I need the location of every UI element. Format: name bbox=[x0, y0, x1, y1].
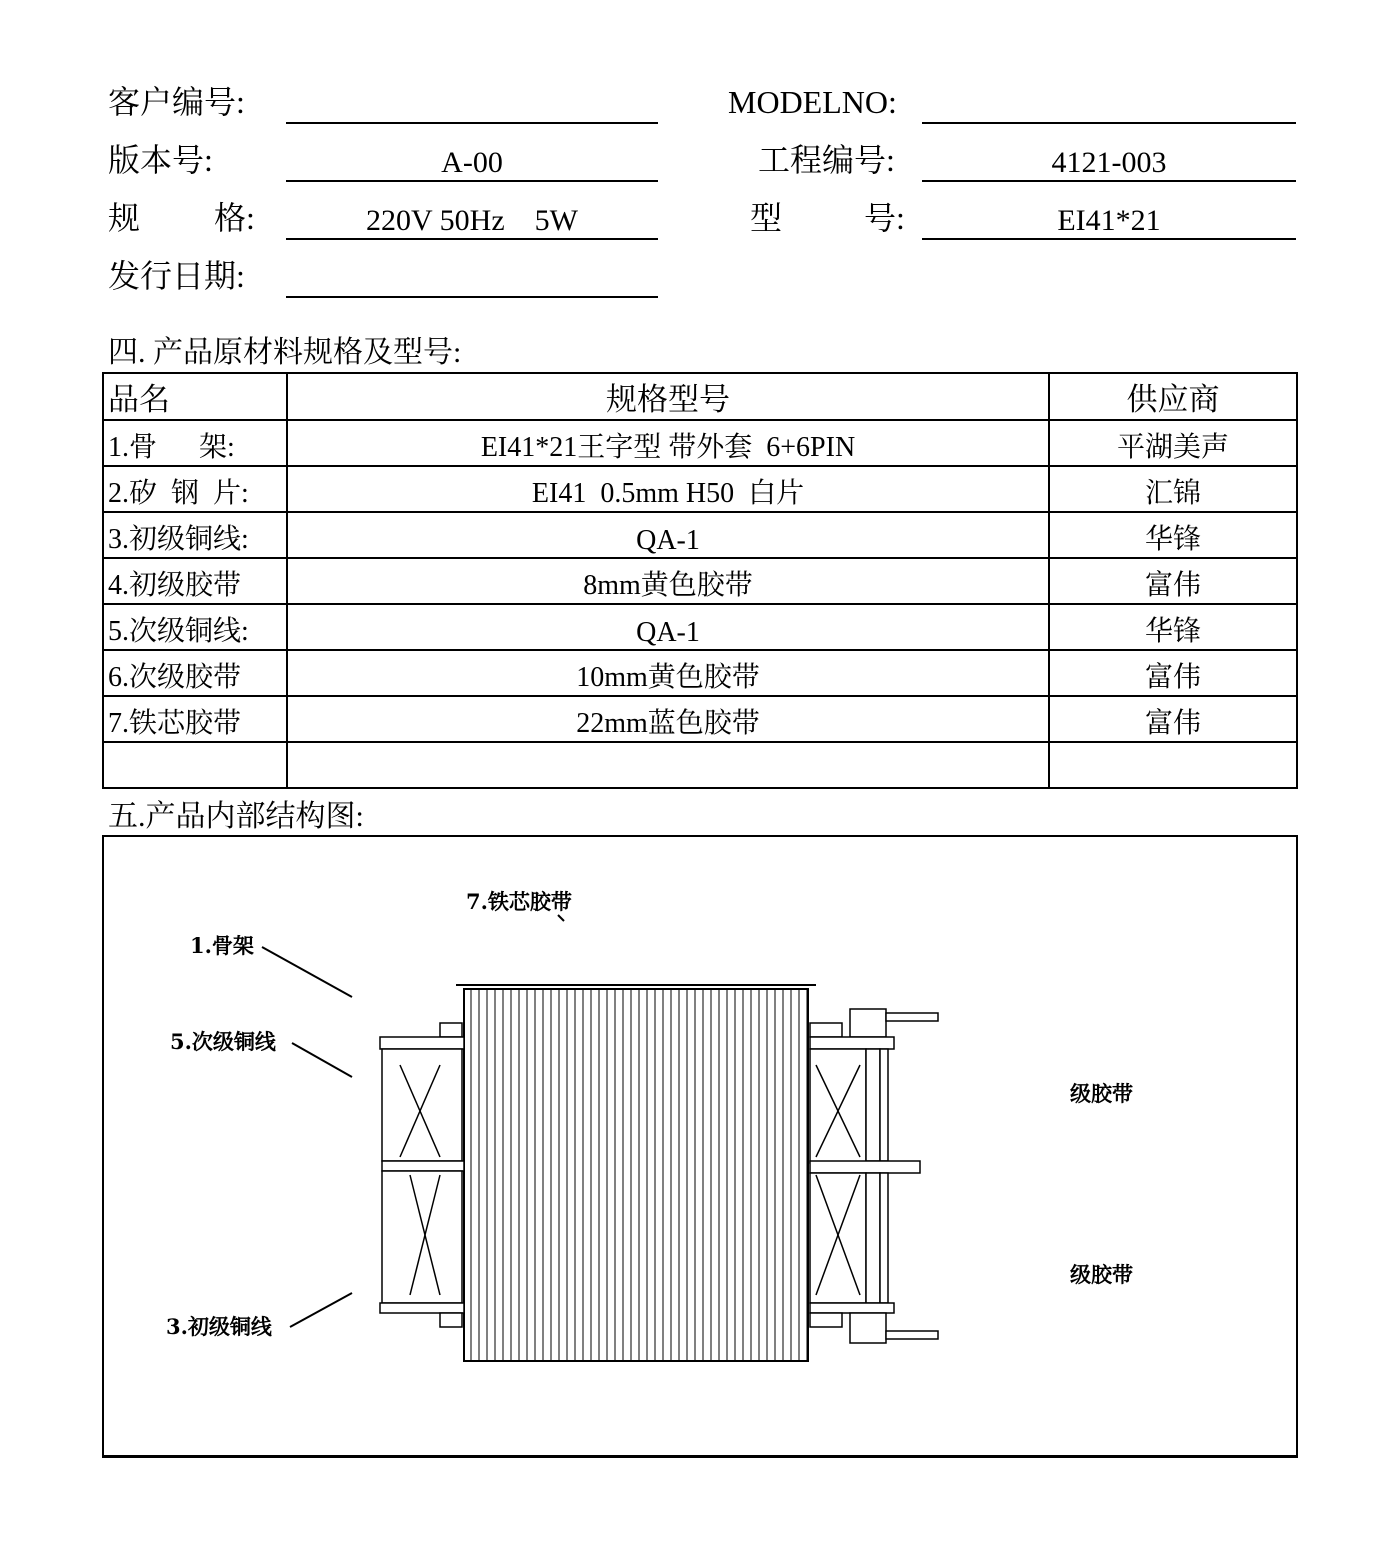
version-value: A-00 bbox=[441, 146, 503, 179]
row-spec: QA-1 bbox=[287, 512, 1049, 558]
model-no-line bbox=[922, 122, 1296, 124]
section4-title: 四. 产品原材料规格及型号: bbox=[108, 336, 462, 369]
row-name: 3.初级铜线: bbox=[103, 512, 287, 558]
customer-no-line bbox=[286, 122, 658, 124]
table-row-empty bbox=[103, 742, 1297, 788]
row-spec: QA-1 bbox=[287, 604, 1049, 650]
version-label: 版本号: bbox=[108, 142, 213, 178]
issue-date-label: 发行日期: bbox=[108, 258, 245, 294]
spec-line bbox=[286, 238, 658, 240]
row-supplier: 汇锦 bbox=[1049, 466, 1297, 512]
row-spec: EI41*21王字型 带外套 6+6PIN bbox=[287, 420, 1049, 466]
section5-title: 五.产品内部结构图: bbox=[108, 800, 364, 833]
label-core-tape: 7.铁芯胶带 bbox=[466, 889, 572, 914]
row-name: 6.次级胶带 bbox=[103, 650, 287, 696]
type-label-b: 号: bbox=[864, 200, 905, 236]
label-tape-right-1: 级胶带 bbox=[1070, 1081, 1133, 1106]
core-laminations bbox=[464, 989, 808, 1361]
left-bobbin bbox=[380, 1023, 464, 1327]
row-name: 4.初级胶带 bbox=[103, 558, 287, 604]
spec-label-b: 格: bbox=[214, 200, 255, 236]
table-row bbox=[103, 420, 1297, 466]
label-primary-wire: 3.初级铜线 bbox=[166, 1314, 272, 1339]
leader-line-secondary bbox=[292, 1043, 352, 1077]
row-supplier: 华锋 bbox=[1049, 512, 1297, 558]
customer-no-label: 客户编号: bbox=[108, 84, 245, 120]
table-row bbox=[103, 604, 1297, 650]
label-bobbin: 1.骨架 bbox=[190, 933, 254, 958]
row-supplier: 华锋 bbox=[1049, 604, 1297, 650]
col-header-spec: 规格型号 bbox=[287, 373, 1049, 420]
table-row bbox=[103, 512, 1297, 558]
version-line bbox=[286, 180, 658, 182]
row-spec: EI41 0.5mm H50 白片 bbox=[287, 466, 1049, 512]
project-no-line bbox=[922, 180, 1296, 182]
row-name: 5.次级铜线: bbox=[103, 604, 287, 650]
table-row bbox=[103, 466, 1297, 512]
row-spec: 10mm黄色胶带 bbox=[287, 650, 1049, 696]
col-header-name: 品名 bbox=[103, 373, 287, 420]
leader-line-bobbin bbox=[262, 947, 352, 997]
type-label-a: 型 bbox=[750, 200, 783, 236]
label-tape-right-2: 级胶带 bbox=[1070, 1262, 1133, 1287]
table-row bbox=[103, 558, 1297, 604]
project-no-value: 4121-003 bbox=[1051, 146, 1167, 179]
row-spec: 8mm黄色胶带 bbox=[287, 558, 1049, 604]
table-header-row bbox=[103, 373, 1297, 420]
spec-value: 220V 50Hz 5W bbox=[366, 204, 578, 237]
type-value: EI41*21 bbox=[1057, 204, 1161, 237]
row-supplier: 富伟 bbox=[1049, 696, 1297, 742]
transformer-structure-diagram bbox=[104, 837, 1296, 1455]
table-row bbox=[103, 650, 1297, 696]
row-name bbox=[103, 742, 287, 788]
row-spec bbox=[287, 742, 1049, 788]
table-row bbox=[103, 696, 1297, 742]
row-name: 2.矽 钢 片: bbox=[103, 466, 287, 512]
right-bobbin bbox=[810, 1009, 938, 1343]
row-name: 7.铁芯胶带 bbox=[103, 696, 287, 742]
project-no-label: 工程编号: bbox=[758, 142, 895, 178]
row-spec: 22mm蓝色胶带 bbox=[287, 696, 1049, 742]
model-no-label: MODELNO: bbox=[728, 84, 897, 120]
row-name: 1.骨 架: bbox=[103, 420, 287, 466]
leader-line-primary bbox=[290, 1293, 352, 1327]
row-supplier: 富伟 bbox=[1049, 650, 1297, 696]
row-supplier bbox=[1049, 742, 1297, 788]
spec-label-a: 规 bbox=[108, 200, 141, 236]
structure-diagram-frame bbox=[102, 835, 1298, 1458]
leader-line-core-tape bbox=[558, 915, 564, 921]
row-supplier: 富伟 bbox=[1049, 558, 1297, 604]
row-supplier: 平湖美声 bbox=[1049, 420, 1297, 466]
type-line bbox=[922, 238, 1296, 240]
col-header-supplier: 供应商 bbox=[1049, 373, 1297, 420]
materials-table bbox=[102, 372, 1298, 789]
label-secondary-wire: 5.次级铜线 bbox=[170, 1029, 276, 1054]
issue-date-line bbox=[286, 296, 658, 298]
